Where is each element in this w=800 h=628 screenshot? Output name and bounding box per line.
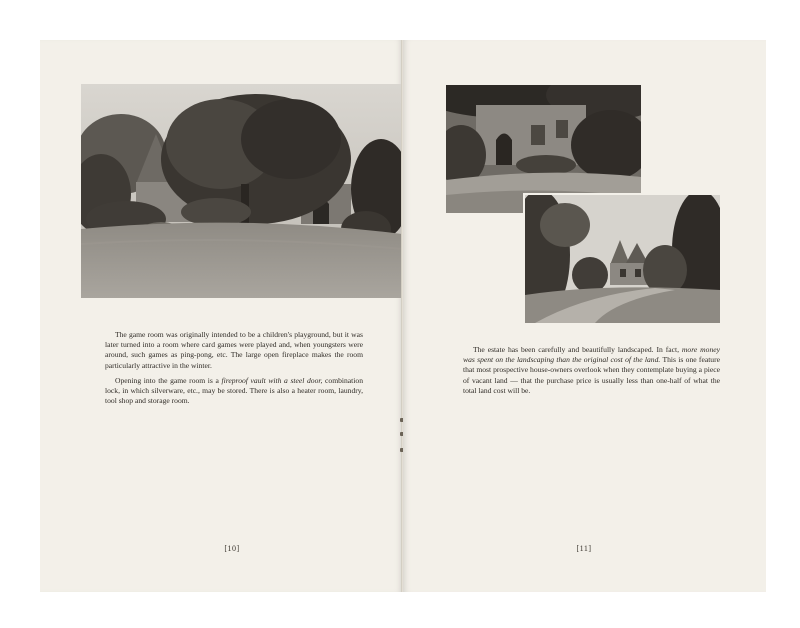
vault-paragraph	[105, 376, 363, 407]
page-number-left: [10]	[224, 544, 240, 553]
landscaping-paragraph	[463, 345, 720, 396]
left-page	[40, 40, 403, 592]
booklet-spread	[40, 40, 766, 592]
game-room-paragraph: The game room was originally intended to be a children's playground, but it was later turned into a room where card games were played and, when youngsters were around, such games as ping-pong, etc. The large open fireplace makes the room particularly attractive in the winter.	[105, 330, 363, 370]
page-number-right: [11]	[576, 544, 592, 553]
landscaping-text-start: The estate has been carefully and beautifully landscaped. In fact,	[473, 345, 682, 354]
estate-lawn-photo	[81, 84, 402, 298]
vault-text-start: Opening into the game room is a	[115, 375, 222, 385]
landscaping-emphasis: more money was spent on the landscaping than the original cost of the land.	[463, 345, 720, 365]
vault-text-end: combination lock, in which silverware, etc., may be stored. There is also a heater room, laundry, tool shop and storage room.	[105, 375, 363, 406]
left-body-text	[105, 330, 363, 411]
house-entrance-photo	[446, 85, 641, 213]
right-page	[403, 40, 766, 592]
driveway-photo	[525, 195, 720, 323]
right-body-text	[463, 345, 720, 401]
landscaping-text-end: This is one feature that most prospective house-owners overlook when they contemplate buying a piece of vacant land — that the purchase price is usually less than one-half of what the total land cost will be.	[463, 355, 720, 395]
vault-emphasis: fireproof vault with a steel door,	[221, 375, 323, 385]
